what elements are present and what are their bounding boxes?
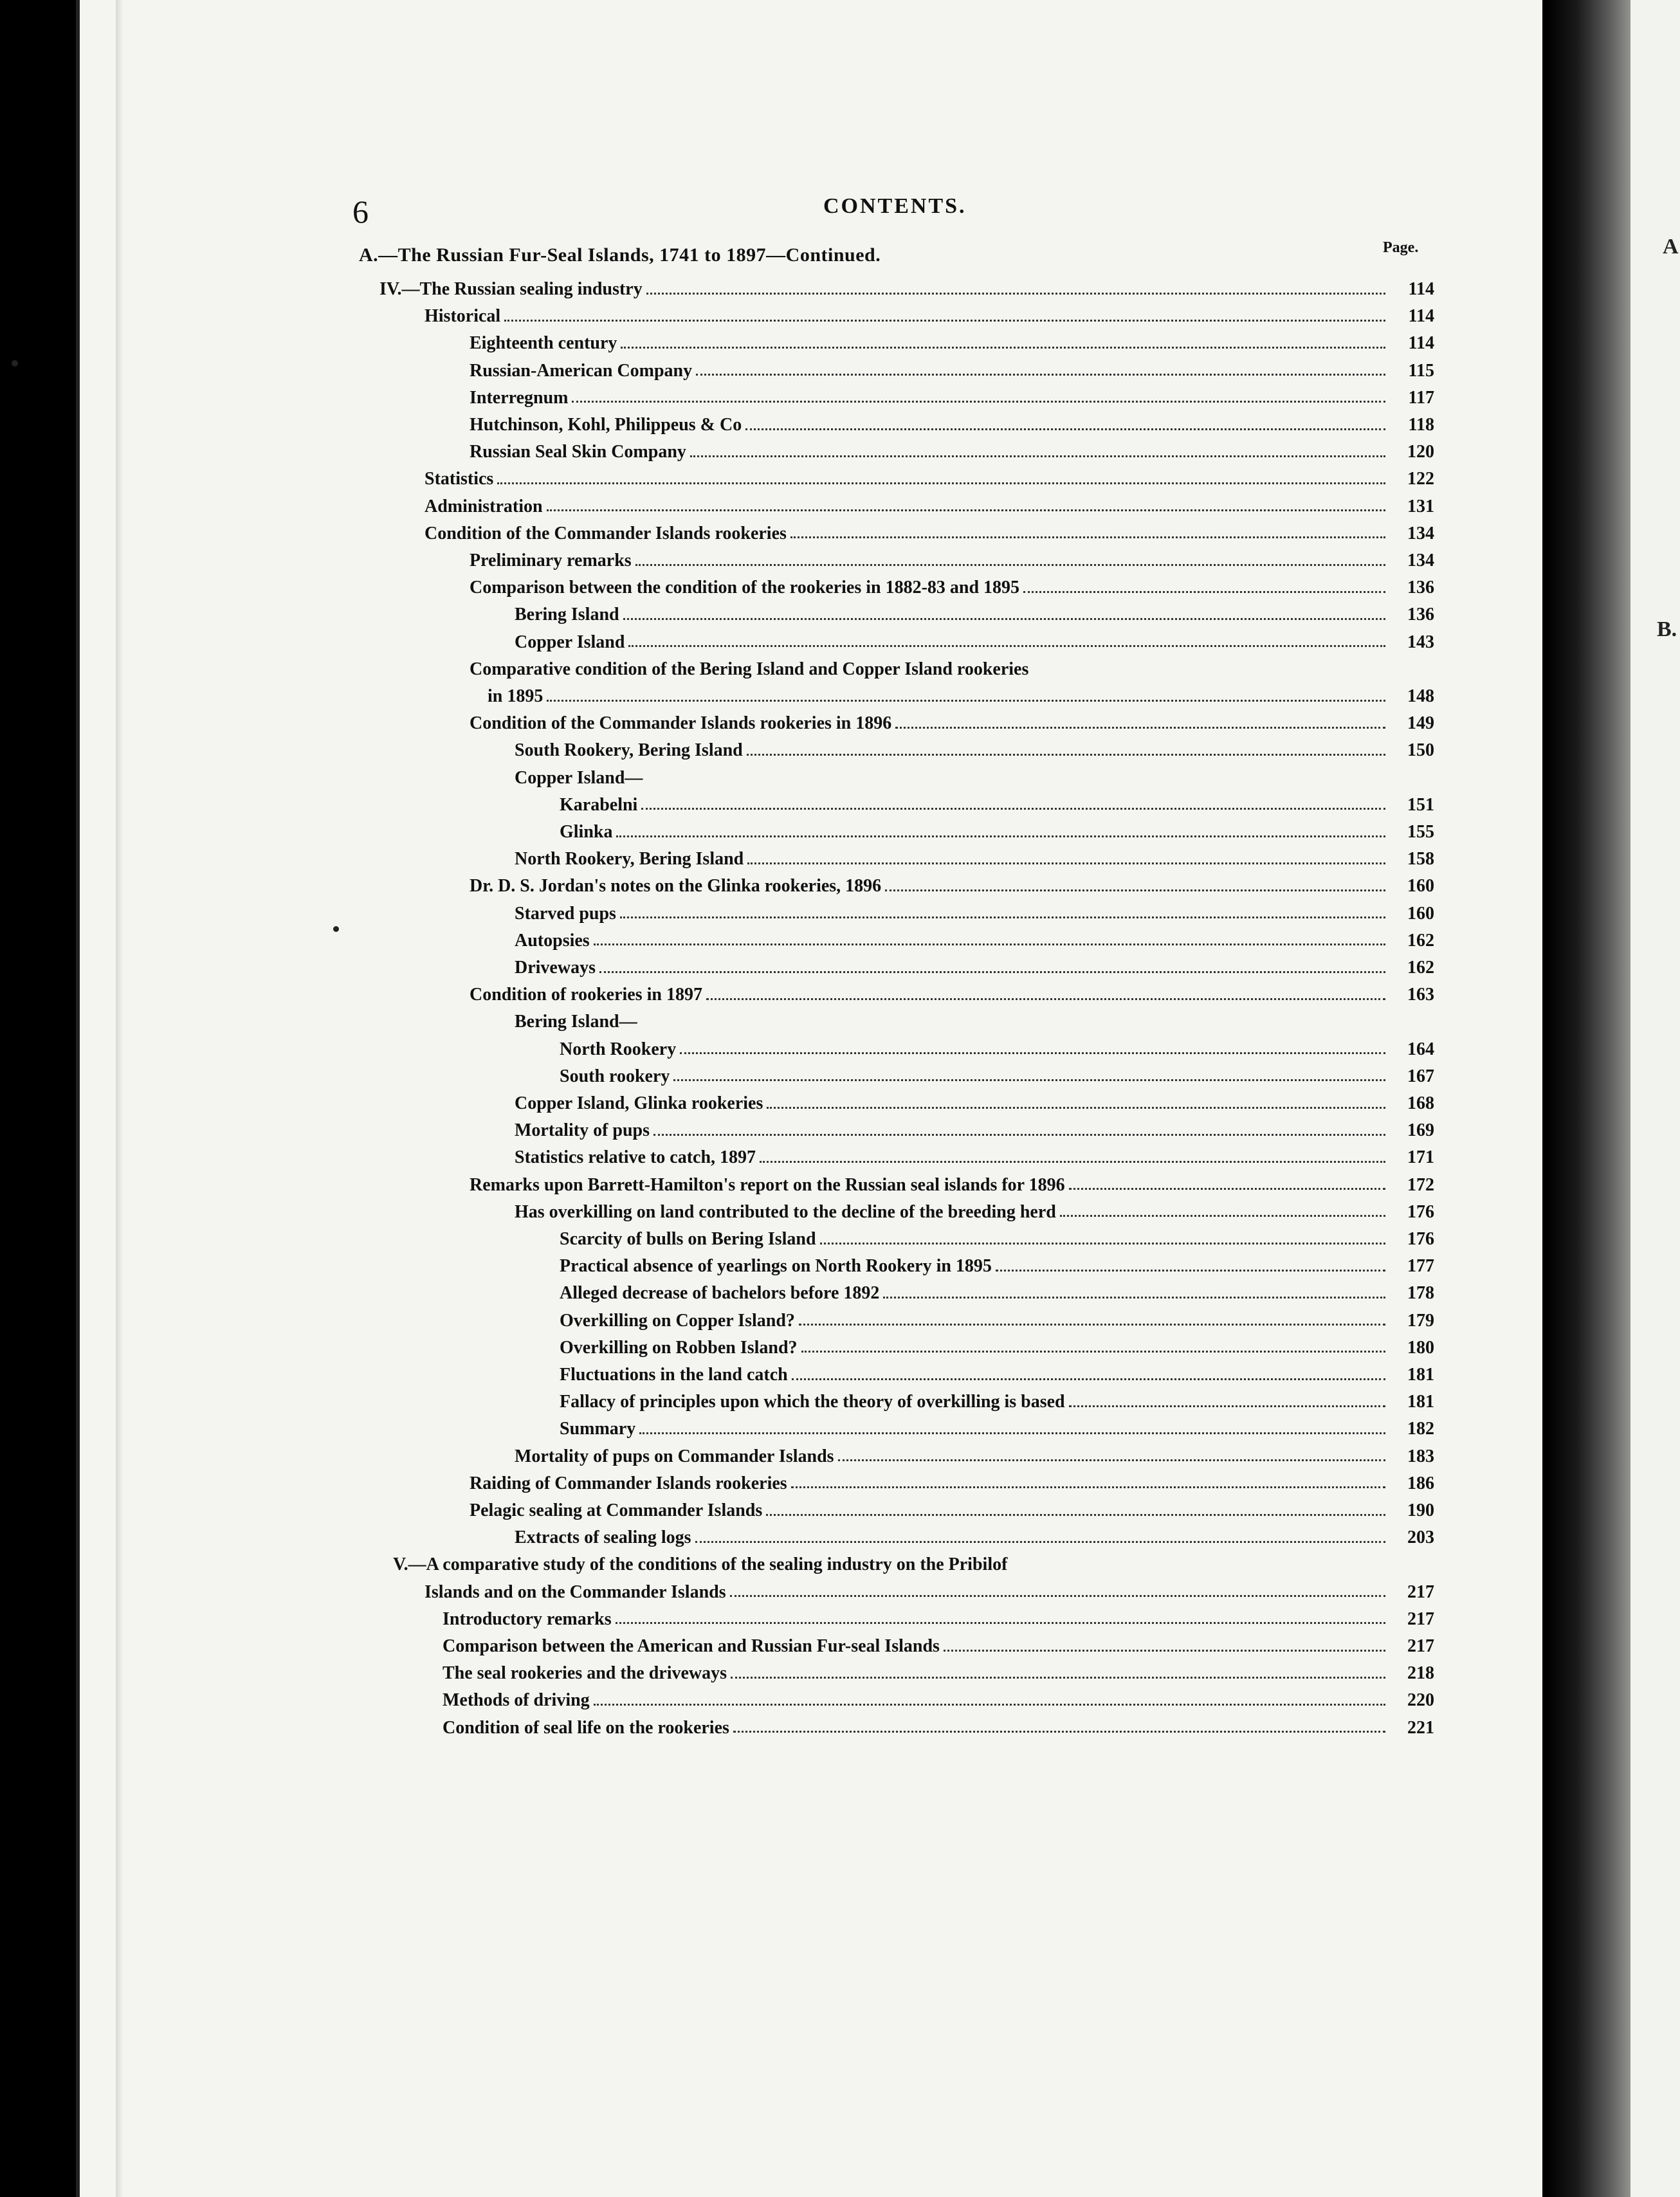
toc-entry-title: Overkilling on Copper Island? bbox=[560, 1310, 795, 1331]
toc-entry-title: Copper Island bbox=[515, 632, 625, 652]
toc-entry-title: Islands and on the Commander Islands bbox=[425, 1582, 726, 1602]
toc-entry bbox=[443, 1688, 1434, 1713]
toc-entry-title: Eighteenth century bbox=[470, 333, 617, 354]
toc-entry bbox=[560, 1416, 1434, 1442]
toc-entry-title: Overkilling on Robben Island? bbox=[560, 1337, 798, 1358]
toc-entry bbox=[515, 1009, 1434, 1035]
toc-entry bbox=[560, 1335, 1434, 1361]
toc-entry bbox=[470, 1172, 1434, 1198]
toc-entry-page: 182 bbox=[1407, 1419, 1434, 1439]
dot-leader bbox=[1069, 1405, 1385, 1407]
toc-entry bbox=[470, 385, 1434, 411]
toc-entry-title: Bering Island bbox=[515, 605, 619, 625]
toc-entry bbox=[443, 1661, 1434, 1686]
toc-entry bbox=[515, 738, 1434, 763]
toc-entry bbox=[515, 765, 1434, 791]
toc-entry bbox=[560, 1281, 1434, 1306]
toc-entry bbox=[470, 548, 1434, 574]
toc-entry-title: South Rookery, Bering Island bbox=[515, 740, 743, 761]
toc-entry-page: 171 bbox=[1407, 1147, 1434, 1168]
toc-entry bbox=[560, 1362, 1434, 1388]
toc-entry-page: 136 bbox=[1407, 605, 1434, 625]
page-number: 6 bbox=[352, 194, 369, 230]
toc-entry bbox=[470, 358, 1434, 384]
toc-entry-page: 149 bbox=[1407, 713, 1434, 734]
toc-entry-title: Methods of driving bbox=[443, 1690, 590, 1711]
toc-entry-title: Copper Island, Glinka rookeries bbox=[515, 1093, 763, 1113]
toc-entry-page: 131 bbox=[1407, 496, 1434, 516]
dot-leader bbox=[731, 1677, 1385, 1679]
toc-entry bbox=[470, 331, 1434, 356]
dot-leader bbox=[1023, 591, 1385, 593]
toc-entry-title: in 1895 bbox=[488, 686, 543, 706]
dot-leader bbox=[641, 808, 1385, 810]
toc-entry bbox=[425, 466, 1434, 492]
toc-entry bbox=[515, 901, 1434, 927]
toc-entry-title: Administration bbox=[425, 496, 543, 516]
dot-leader bbox=[616, 835, 1385, 837]
toc-entry-page: 118 bbox=[1408, 415, 1434, 435]
toc-entry-page: 160 bbox=[1407, 876, 1434, 897]
toc-entry-title: Condition of the Commander Islands rookeries in 1896 bbox=[470, 713, 892, 734]
toc-entry-title: Mortality of pups on Commander Islands bbox=[515, 1446, 834, 1466]
dot-leader bbox=[547, 509, 1385, 511]
toc-entry-title: Driveways bbox=[515, 958, 596, 978]
toc-entry bbox=[515, 1145, 1434, 1171]
toc-entry bbox=[560, 1389, 1434, 1415]
toc-entry-title: Hutchinson, Kohl, Philippeus & Co bbox=[470, 415, 742, 435]
toc-entry-title: Pelagic sealing at Commander Islands bbox=[470, 1500, 763, 1520]
toc-entry-page: 155 bbox=[1407, 822, 1434, 842]
toc-entry-page: 218 bbox=[1407, 1663, 1434, 1684]
toc-entry bbox=[470, 657, 1434, 682]
toc-entry-title: Remarks upon Barrett-Hamilton's report on the Russian seal islands for 1896 bbox=[470, 1174, 1065, 1195]
section-header: A.—The Russian Fur-Seal Islands, 1741 to 1897—Continued. bbox=[359, 244, 881, 266]
toc-entry bbox=[470, 1471, 1434, 1497]
toc-entry bbox=[560, 1308, 1434, 1334]
toc-entry-page: 220 bbox=[1407, 1690, 1434, 1711]
toc-entry-page: 221 bbox=[1407, 1717, 1434, 1738]
toc-entry-page: 190 bbox=[1407, 1500, 1434, 1520]
toc-entry-page: 177 bbox=[1407, 1256, 1434, 1277]
dot-leader bbox=[639, 1432, 1385, 1434]
dot-leader bbox=[673, 1079, 1385, 1081]
dot-leader bbox=[1060, 1215, 1385, 1217]
toc-entry-page: 217 bbox=[1407, 1609, 1434, 1629]
toc-entry-title: Russian-American Company bbox=[470, 360, 693, 381]
toc-entry-title: Fluctuations in the land catch bbox=[560, 1365, 788, 1385]
toc-entry-page: 217 bbox=[1407, 1636, 1434, 1656]
dot-leader bbox=[1069, 1188, 1385, 1190]
toc-entry-page: 151 bbox=[1407, 794, 1434, 815]
toc-entry-title: Russian Seal Skin Company bbox=[470, 442, 686, 462]
dot-leader bbox=[594, 1704, 1385, 1706]
dot-leader bbox=[504, 320, 1385, 322]
toc-entry bbox=[425, 521, 1434, 547]
toc-entry-page: 181 bbox=[1407, 1392, 1434, 1412]
toc-entry bbox=[560, 819, 1434, 845]
toc-entry-title: IV.—The Russian sealing industry bbox=[379, 279, 643, 299]
dot-leader bbox=[801, 1351, 1385, 1353]
toc-entry bbox=[393, 1552, 1434, 1578]
toc-entry-page: 117 bbox=[1408, 387, 1434, 408]
toc-entry bbox=[560, 1226, 1434, 1252]
dot-leader bbox=[599, 971, 1385, 973]
toc-entry-title: Preliminary remarks bbox=[470, 551, 632, 570]
toc-entry-page: 172 bbox=[1407, 1174, 1434, 1195]
facing-page-letter-b: B. bbox=[1657, 617, 1677, 641]
dot-leader bbox=[623, 618, 1385, 620]
toc-entry-title: Practical absence of yearlings on North Rookery in 1895 bbox=[560, 1256, 992, 1277]
toc-entry-page: 168 bbox=[1407, 1093, 1434, 1113]
toc-entry bbox=[379, 277, 1434, 302]
toc-entry bbox=[470, 1498, 1434, 1524]
dot-leader bbox=[792, 1378, 1385, 1380]
toc-entry-page: 143 bbox=[1407, 632, 1434, 652]
toc-entry-page: 179 bbox=[1407, 1310, 1434, 1331]
toc-entry bbox=[515, 1199, 1434, 1225]
toc-entry-page: 183 bbox=[1407, 1446, 1434, 1466]
toc-entry-title: Condition of seal life on the rookeries bbox=[443, 1717, 729, 1738]
toc-entry-page: 134 bbox=[1407, 523, 1434, 543]
toc-entry-title: Comparative condition of the Bering Island and Copper Island rookeries bbox=[470, 659, 1029, 679]
toc-entry-page: 181 bbox=[1407, 1365, 1434, 1385]
dot-leader bbox=[760, 1161, 1385, 1163]
toc-entry-page: 114 bbox=[1408, 279, 1434, 299]
toc-entry-title: Glinka bbox=[560, 822, 613, 842]
toc-entry-page: 114 bbox=[1408, 333, 1434, 354]
dot-leader bbox=[696, 374, 1385, 376]
toc-entry-page: 134 bbox=[1407, 551, 1434, 570]
toc-entry-title: Mortality of pups bbox=[515, 1120, 650, 1141]
toc-entry bbox=[515, 630, 1434, 655]
toc-entry-title: Karabelni bbox=[560, 794, 638, 815]
toc-entry-page: 164 bbox=[1407, 1039, 1434, 1059]
toc-entry-page: 163 bbox=[1407, 985, 1434, 1005]
toc-entry-title: Alleged decrease of bachelors before 1892 bbox=[560, 1283, 880, 1304]
toc-entry-title: Statistics relative to catch, 1897 bbox=[515, 1147, 756, 1168]
toc-entry-title: Fallacy of principles upon which the theory of overkilling is based bbox=[560, 1392, 1065, 1412]
facing-page-letter-a: A bbox=[1663, 235, 1679, 259]
toc-entry bbox=[515, 602, 1434, 628]
dot-leader bbox=[767, 1107, 1385, 1109]
toc-entry bbox=[560, 1253, 1434, 1279]
toc-entry-page: 203 bbox=[1407, 1527, 1434, 1548]
toc-entry-page: 148 bbox=[1407, 686, 1434, 706]
dot-leader bbox=[883, 1297, 1385, 1299]
dot-leader bbox=[747, 862, 1385, 864]
toc-entry bbox=[515, 1118, 1434, 1144]
dot-leader bbox=[745, 428, 1385, 430]
toc-entry bbox=[488, 684, 1434, 709]
toc-entry-page: 186 bbox=[1407, 1473, 1434, 1493]
toc-entry bbox=[515, 955, 1434, 981]
toc-entry-title: Copper Island— bbox=[515, 767, 643, 788]
dot-leader bbox=[680, 1052, 1385, 1054]
toc-entry-title: North Rookery bbox=[560, 1039, 677, 1059]
film-speck bbox=[333, 926, 339, 932]
toc-entry bbox=[425, 1580, 1434, 1605]
dot-leader bbox=[730, 1595, 1385, 1597]
toc-entry-page: 158 bbox=[1407, 849, 1434, 870]
dot-leader bbox=[733, 1731, 1385, 1733]
toc-entry bbox=[560, 1064, 1434, 1089]
dot-leader bbox=[653, 1134, 1385, 1136]
toc-entry bbox=[425, 494, 1434, 520]
toc-entry-page: 120 bbox=[1407, 442, 1434, 462]
dot-leader bbox=[695, 1541, 1385, 1543]
dot-leader bbox=[996, 1270, 1385, 1272]
toc-entry-title: North Rookery, Bering Island bbox=[515, 849, 744, 870]
toc-entry bbox=[560, 792, 1434, 818]
toc-entry-title: Extracts of sealing logs bbox=[515, 1527, 691, 1548]
toc-entry-page: 217 bbox=[1407, 1582, 1434, 1602]
dot-leader bbox=[620, 916, 1385, 918]
toc-entry bbox=[515, 846, 1434, 872]
dot-leader bbox=[885, 889, 1385, 891]
toc-entry-title: Statistics bbox=[425, 469, 494, 489]
toc-entry-page: 162 bbox=[1407, 958, 1434, 978]
dot-leader bbox=[895, 727, 1385, 729]
dot-leader bbox=[547, 700, 1385, 702]
toc-entry-title: Scarcity of bulls on Bering Island bbox=[560, 1229, 816, 1249]
toc-entry-page: 176 bbox=[1407, 1201, 1434, 1222]
toc-entry bbox=[515, 928, 1434, 954]
film-speck bbox=[12, 360, 18, 367]
toc-entry bbox=[443, 1607, 1434, 1632]
dot-leader bbox=[616, 1622, 1385, 1624]
toc-entry bbox=[515, 1525, 1434, 1551]
toc-entry-page: 180 bbox=[1407, 1337, 1434, 1358]
toc-entry-title: Condition of rookeries in 1897 bbox=[470, 985, 702, 1005]
toc-entry-page: 167 bbox=[1407, 1066, 1434, 1086]
dot-leader bbox=[799, 1324, 1385, 1326]
toc-entry bbox=[443, 1715, 1434, 1741]
toc-entry-page: 136 bbox=[1407, 578, 1434, 598]
toc-entry bbox=[515, 1091, 1434, 1117]
toc-entry bbox=[470, 412, 1434, 438]
toc-entry-title: Raiding of Commander Islands rookeries bbox=[470, 1473, 787, 1493]
dot-leader bbox=[820, 1243, 1385, 1244]
toc-entry bbox=[470, 982, 1434, 1008]
dot-leader bbox=[944, 1650, 1385, 1652]
toc-entry-page: 115 bbox=[1408, 360, 1434, 381]
dot-leader bbox=[635, 564, 1385, 566]
toc-entry-title: Has overkilling on land contributed to the decline of the breeding herd bbox=[515, 1201, 1056, 1222]
toc-entry-page: 114 bbox=[1408, 306, 1434, 327]
dot-leader bbox=[766, 1514, 1385, 1516]
toc-entry-title: Introductory remarks bbox=[443, 1609, 612, 1629]
dot-leader bbox=[572, 401, 1385, 403]
toc-entry-page: 169 bbox=[1407, 1120, 1434, 1141]
toc-entry bbox=[515, 1444, 1434, 1470]
dot-leader bbox=[594, 944, 1385, 945]
dot-leader bbox=[790, 536, 1385, 538]
page-column-label: Page. bbox=[1383, 239, 1419, 256]
toc-entry-page: 176 bbox=[1407, 1229, 1434, 1249]
page-title: CONTENTS. bbox=[823, 194, 967, 218]
dot-leader bbox=[791, 1486, 1385, 1488]
toc-entry-title: Interregnum bbox=[470, 387, 569, 408]
dot-leader bbox=[646, 293, 1385, 295]
toc-entry-title: Historical bbox=[425, 306, 501, 327]
dot-leader bbox=[628, 645, 1385, 647]
toc-entry-page: 178 bbox=[1407, 1283, 1434, 1304]
dot-leader bbox=[497, 482, 1385, 484]
toc-entry bbox=[560, 1037, 1434, 1062]
dot-leader bbox=[747, 754, 1385, 756]
toc-entry-title: Autopsies bbox=[515, 930, 590, 951]
dot-leader bbox=[690, 455, 1385, 457]
toc-entry bbox=[470, 575, 1434, 601]
toc-entry-title: Dr. D. S. Jordan's notes on the Glinka rookeries, 1896 bbox=[470, 876, 882, 897]
toc-entry-title: The seal rookeries and the driveways bbox=[443, 1663, 727, 1684]
toc-entry-title: Bering Island— bbox=[515, 1012, 637, 1032]
toc-entry-title: V.—A comparative study of the conditions of the sealing industry on the Pribilof bbox=[393, 1554, 1008, 1575]
dot-leader bbox=[838, 1459, 1385, 1461]
toc-entry-page: 122 bbox=[1407, 469, 1434, 489]
toc-entry-title: Summary bbox=[560, 1419, 636, 1439]
toc-entry-page: 160 bbox=[1407, 903, 1434, 924]
toc-entry bbox=[470, 711, 1434, 736]
dot-leader bbox=[621, 347, 1385, 349]
dot-leader bbox=[706, 998, 1385, 1000]
toc-entry-title: Comparison between the American and Russian Fur-seal Islands bbox=[443, 1636, 940, 1656]
toc-entry bbox=[443, 1634, 1434, 1659]
toc-entry bbox=[470, 873, 1434, 899]
toc-entry-title: Starved pups bbox=[515, 903, 616, 924]
toc-entry bbox=[470, 439, 1434, 465]
toc-entry-page: 162 bbox=[1407, 930, 1434, 951]
toc-entry-page: 150 bbox=[1407, 740, 1434, 761]
toc-entry-title: Comparison between the condition of the rookeries in 1882-83 and 1895 bbox=[470, 578, 1020, 598]
toc-entry bbox=[425, 304, 1434, 329]
toc-entry-title: South rookery bbox=[560, 1066, 670, 1086]
toc-entry-title: Condition of the Commander Islands rookeries bbox=[425, 523, 787, 543]
